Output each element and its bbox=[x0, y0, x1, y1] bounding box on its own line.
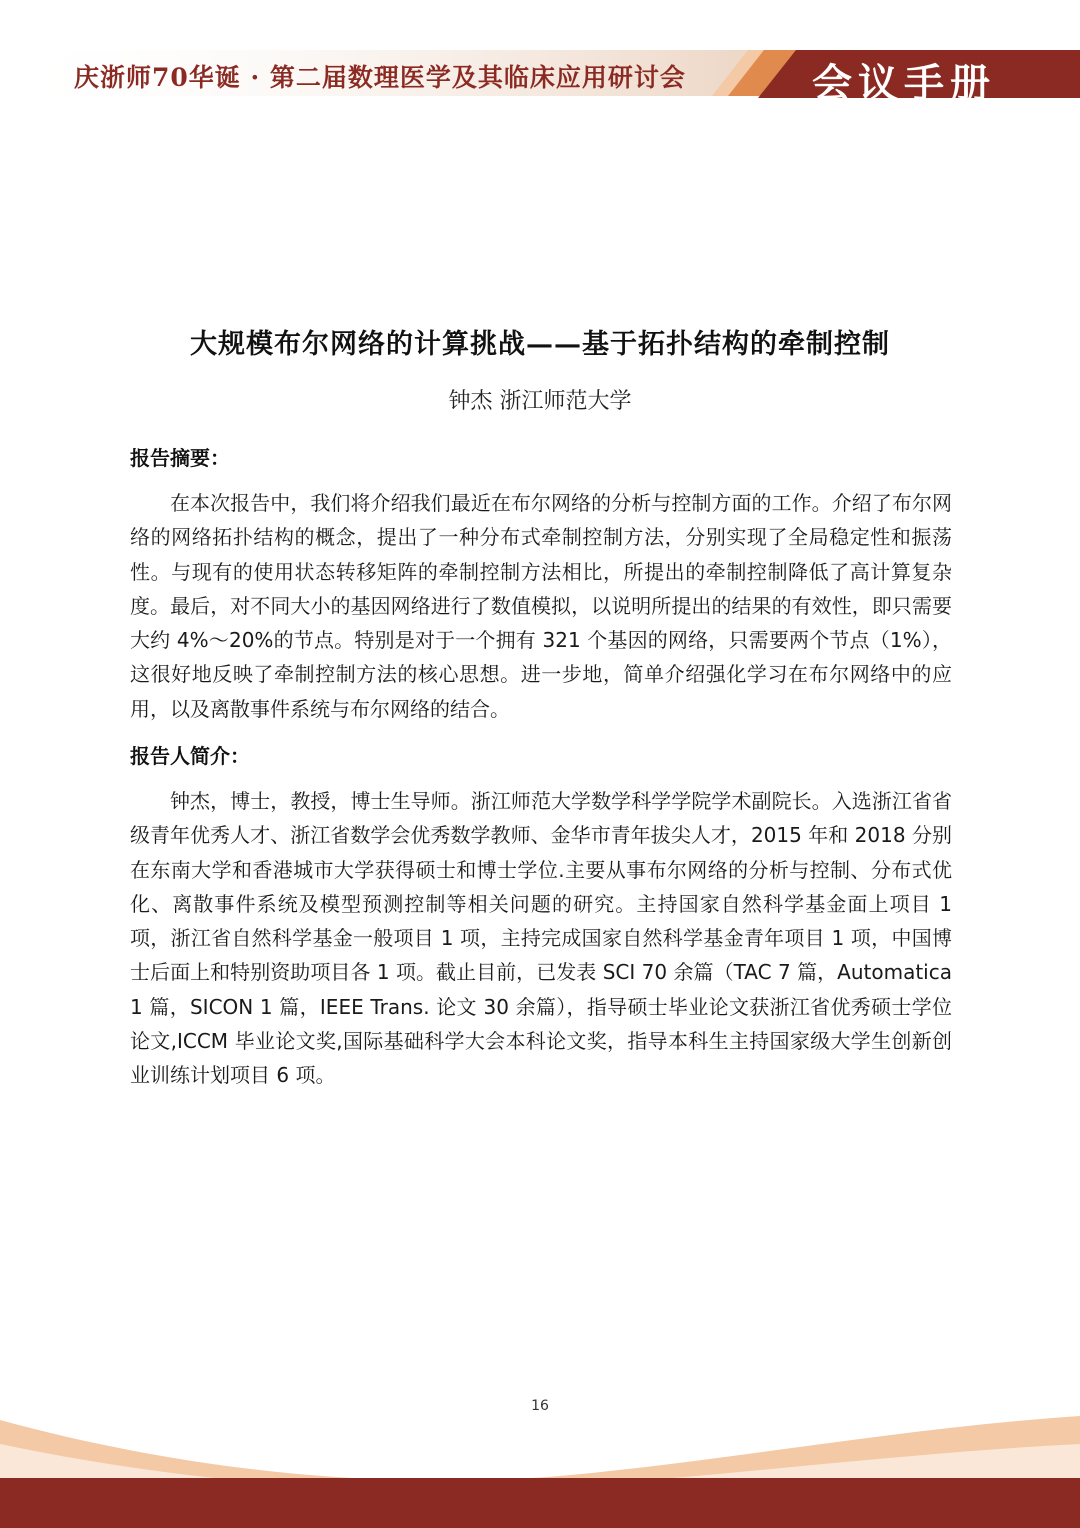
talk-title: 大规模布尔网络的计算挑战——基于拓扑结构的牵制控制 bbox=[190, 329, 890, 360]
footer-decoration bbox=[0, 1410, 1080, 1528]
conference-title: 庆浙师70华诞 · 第二届数理医学及其临床应用研讨会 bbox=[74, 63, 686, 92]
abstract-heading: 报告摘要： bbox=[130, 446, 230, 470]
page-header bbox=[0, 0, 1080, 110]
speaker-line: 钟杰 浙江师范大学 bbox=[448, 389, 632, 414]
bio-heading: 报告人简介： bbox=[130, 744, 250, 768]
page-number: 16 bbox=[531, 1398, 549, 1414]
bio-text: 钟杰，博士，教授，博士生导师。浙江师范大学数学科学学院学术副院长。入选浙江省省级青年优秀人才、浙江省数学会优秀数学教师、金华市青年拔尖人才，2015 年和 2018 分别在东南大学和香港城市大学获得硕士和博士学位.主要从事布尔网络的分析与控制、分布式优化、离散事件系统及模型预测控制等相关问题的研究。主持国家自然科学基金面上项目 1 项，浙江省自然科学基金一般项目 1 项，主持完成国家自然科学基金青年项目 1 项，中国博士后面上和特别资助项目各 1 项。截止目前，已发表 SCI 70 余篇（TAC 7 篇，Automatica 1 篇，SICON 1 篇，IEEE Trans. 论文 30 余篇），指导硕士毕业论文获浙江省优秀硕士学位论文,ICCM 毕业论文奖,国际基础科学大会本科论文奖，指导本科生主持国家级大学生创新创业训练计划项目 6 项。 bbox=[130, 789, 952, 1088]
handbook-label: 会议手册 bbox=[812, 61, 996, 107]
footer-red-band bbox=[0, 1478, 1080, 1528]
abstract-text: 在本次报告中，我们将介绍我们最近在布尔网络的分析与控制方面的工作。介绍了布尔网络的网络拓扑结构的概念，提出了一种分布式牵制控制方法，分别实现了全局稳定性和振荡性。与现有的使用状态转移矩阵的牵制控制方法相比，所提出的牵制控制降低了高计算复杂度。最后，对不同大小的基因网络进行了数值模拟，以说明所提出的结果的有效性，即只需要大约 4%～20%的节点。特别是对于一个拥有 321 个基因的网络，只需要两个节点（1%），这很好地反映了牵制控制方法的核心思想。进一步地，简单介绍强化学习在布尔网络中的应用，以及离散事件系统与布尔网络的结合。 bbox=[130, 491, 952, 721]
